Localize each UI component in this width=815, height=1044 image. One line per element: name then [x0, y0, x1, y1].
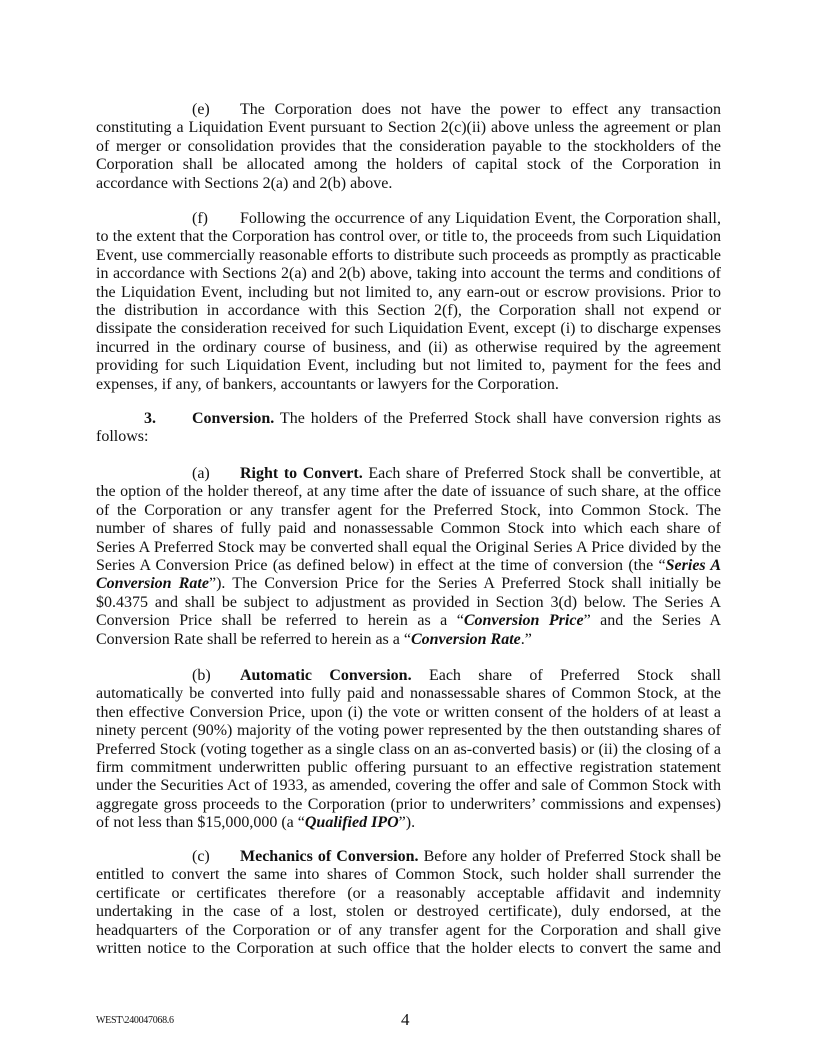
text-run: aggregate gross proceeds to the Corporation (prior to underwriters’ commissions and expenses)	[96, 795, 721, 813]
paragraph-2e	[96, 101, 721, 193]
text-run: The holders of the Preferred Stock shall have conversion rights as	[274, 410, 721, 427]
text-run: Before any holder of Preferred Stock shall be	[418, 848, 721, 865]
text-line	[96, 339, 721, 357]
text-run: Preferred Stock (voting together as a single class on an as-converted basis) or (ii) the closing of a	[96, 740, 721, 758]
section-label: (a)	[192, 465, 210, 482]
text-line	[96, 156, 721, 174]
text-run: to the extent that the Corporation has control over, or title to, the proceeds from such Liquidation	[96, 228, 721, 246]
section-heading: Conversion.	[192, 410, 275, 427]
text-line	[96, 667, 721, 685]
text-line	[96, 814, 721, 832]
text-line	[96, 575, 721, 593]
text-line	[96, 922, 721, 940]
text-line	[96, 612, 721, 630]
text-run: of not less than $15,000,000 (a “	[96, 814, 305, 832]
text-run: firm commitment underwritten public offering pursuant to an effective registration statement	[96, 758, 721, 776]
text-run: ”).	[398, 814, 416, 832]
text-run: the option of the holder thereof, at any time after the date of issuance of such share, at the office	[96, 483, 721, 501]
footer-document-id: WEST\240047068.6	[96, 1015, 174, 1026]
text-run: Event, use commercially reasonable efforts to distribute such proceeds as promptly as practicable	[96, 246, 721, 264]
text-line	[96, 265, 721, 283]
text-run: certificate or certificates therefore (or a reasonably acceptable affidavit and indemnity	[96, 884, 721, 902]
defined-term: Conversion Rate	[96, 575, 209, 593]
paragraph-2f	[96, 210, 721, 394]
text-line	[96, 777, 721, 795]
defined-term: Conversion Price	[463, 612, 584, 630]
section-label: (f)	[192, 210, 208, 227]
text-run: number of shares of fully paid and nonassessable Common Stock into which each share of	[96, 520, 721, 538]
text-line	[96, 741, 721, 759]
paragraph-3a-right-to-convert	[96, 465, 721, 649]
text-line	[96, 685, 721, 703]
text-run: Conversion Price shall be referred to herein as a “	[96, 612, 464, 630]
text-line	[96, 940, 721, 958]
text-run: entitled to convert the same into shares of Common Stock, such holder shall surrender the	[96, 866, 721, 884]
text-run: Conversion Rate shall be referred to herein as a “	[96, 630, 411, 648]
section-label: (b)	[192, 667, 211, 684]
text-run: accordance with Sections 2(a) and 2(b) above.	[96, 174, 393, 192]
defined-term: Series A	[665, 556, 722, 574]
text-run: $0.4375 and shall be subject to adjustment as provided in Section 3(d) below. The Series A	[96, 593, 721, 611]
text-run: the Liquidation Event, including but not limited to, any earn-out or escrow provisions. Prior to	[96, 283, 721, 301]
text-run: .”	[520, 630, 532, 648]
text-line	[96, 520, 721, 538]
text-line	[96, 866, 721, 884]
text-run: follows:	[96, 428, 149, 446]
text-line	[96, 228, 721, 246]
text-line	[96, 631, 721, 649]
section-heading: Right to Convert.	[240, 465, 363, 482]
text-run: Each share of Preferred Stock shall	[411, 667, 721, 684]
text-line	[96, 410, 721, 428]
text-line	[96, 557, 721, 575]
text-run: the distribution in accordance with this Section 2(f), the Corporation shall not expend or	[96, 301, 721, 319]
paragraph-3c-mechanics-of-conversion	[96, 848, 721, 958]
text-run: under the Securities Act of 1933, as amended, covering the offer and sale of Common Stock with	[96, 777, 721, 795]
paragraph-3b-automatic-conversion	[96, 667, 721, 833]
text-run: dissipate the consideration received for such Liquidation Event, except (i) to discharge expenses	[96, 320, 721, 338]
text-line	[96, 594, 721, 612]
text-run: of the Corporation or any transfer agent for the Preferred Stock, into Common Stock. The	[96, 501, 721, 519]
text-line	[96, 704, 721, 722]
text-line	[96, 284, 721, 302]
text-run: Following the occurrence of any Liquidation Event, the Corporation shall,	[240, 210, 721, 227]
text-line	[96, 320, 721, 338]
section-label: (c)	[192, 848, 210, 865]
paragraph-3-conversion	[96, 410, 721, 447]
text-run: undertaking in the case of a lost, stolen or destroyed certificate), duly endorsed, at the	[96, 903, 721, 921]
text-run: automatically be converted into fully paid and nonassessable shares of Common Stock, at the	[96, 685, 721, 703]
text-line	[96, 101, 721, 119]
text-run: then effective Conversion Price, upon (i) the vote or written consent of the holders of at least a	[96, 703, 721, 721]
text-line	[96, 796, 721, 814]
page-number: 4	[401, 1010, 410, 1029]
text-line	[96, 539, 721, 557]
text-line	[96, 885, 721, 903]
text-line	[96, 848, 721, 866]
text-run: in accordance with Sections 2(a) and 2(b) above, taking into account the terms and conditions of	[96, 265, 721, 283]
text-run: written notice to the Corporation at such office that the holder elects to convert the same and	[96, 939, 721, 957]
text-run: of merger or consolidation provides that the consideration payable to the stockholders of the	[96, 137, 721, 155]
text-line	[96, 357, 721, 375]
text-run: incurred in the ordinary course of business, and (ii) as otherwise required by the agreement	[96, 338, 721, 356]
section-label: 3.	[144, 410, 156, 427]
defined-term: Qualified IPO	[304, 814, 399, 832]
text-line	[96, 903, 721, 921]
text-line	[96, 483, 721, 501]
text-run: Series A Preferred Stock may be converted shall equal the Original Series A Price divided by the	[96, 538, 721, 556]
text-line	[96, 502, 721, 520]
text-run: Corporation shall be allocated among the holders of capital stock of the Corporation in	[96, 156, 721, 174]
text-line	[96, 759, 721, 777]
text-run: ninety percent (90%) majority of the voting power represented by the then outstanding shares of	[96, 722, 721, 740]
text-line	[96, 247, 721, 265]
text-run: ” and the Series A	[583, 612, 722, 630]
text-run: headquarters of the Corporation or of any transfer agent for the Corporation and shall give	[96, 921, 721, 939]
text-line	[96, 428, 721, 446]
text-line	[96, 302, 721, 320]
text-line	[96, 465, 721, 483]
text-line	[96, 210, 721, 228]
section-heading: Mechanics of Conversion.	[240, 848, 419, 865]
section-heading: Automatic Conversion.	[240, 667, 412, 684]
text-run: Series A Conversion Price (as defined below) in effect at the time of conversion (the “	[96, 556, 666, 574]
text-run: Each share of Preferred Stock shall be convertible, at	[362, 465, 722, 482]
text-run: constituting a Liquidation Event pursuant to Section 2(c)(ii) above unless the agreement or plan	[96, 119, 721, 137]
text-run: providing for such Liquidation Event, including but not limited to, payment for the fees and	[96, 357, 721, 375]
text-run: The Corporation does not have the power to effect any transaction	[240, 101, 721, 118]
text-line	[96, 376, 721, 394]
text-line	[96, 138, 721, 156]
section-label: (e)	[192, 101, 210, 118]
text-line	[96, 119, 721, 137]
text-run: expenses, if any, of bankers, accountants or lawyers for the Corporation.	[96, 375, 559, 393]
text-line	[96, 722, 721, 740]
defined-term: Conversion Rate	[410, 630, 521, 648]
text-line	[96, 175, 721, 193]
text-run: ”). The Conversion Price for the Series A Preferred Stock shall initially be	[208, 575, 722, 593]
